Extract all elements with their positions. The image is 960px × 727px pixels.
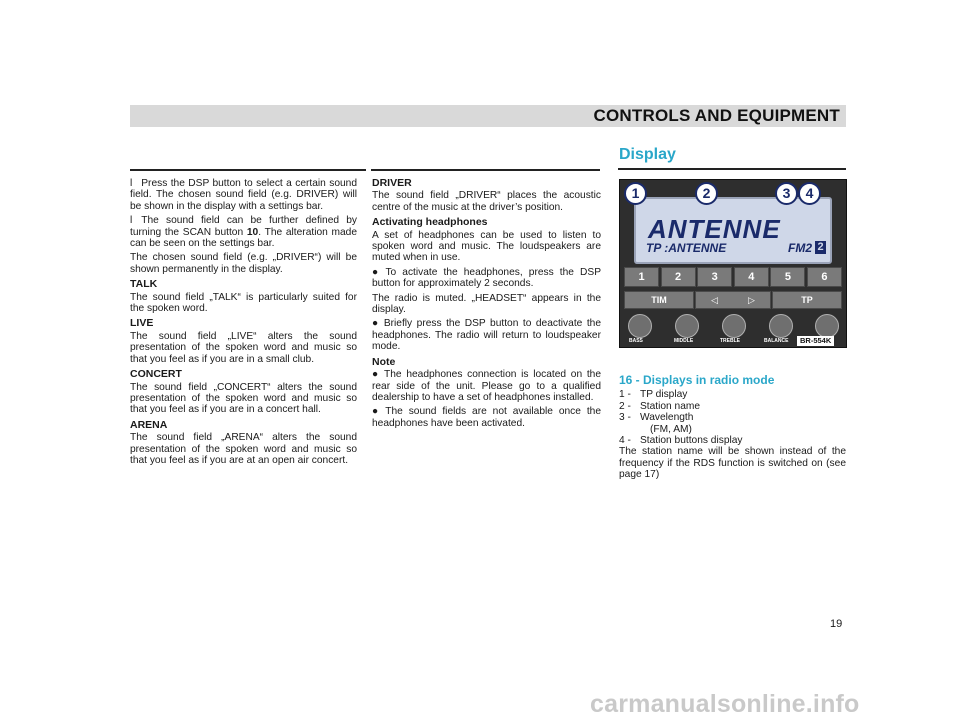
list-item	[619, 389, 846, 400]
function-buttons	[624, 291, 842, 309]
list-item	[619, 401, 846, 412]
concert-heading: CONCERT	[130, 368, 182, 381]
tim-button: TIM	[624, 291, 694, 309]
list-text: Station name	[640, 400, 701, 412]
list-number: 4 -	[619, 435, 631, 447]
tp-display: TP :ANTENNE	[646, 241, 727, 255]
watermark: carmanualsonline.info	[590, 690, 860, 718]
paragraph: The chosen sound field (e.g. „DRIVER“) will be shown permanently in the display.	[130, 252, 357, 275]
list-item	[619, 412, 846, 423]
radio-figure	[619, 179, 847, 348]
button-reference: 10	[246, 226, 259, 238]
knob-label: TREBLE	[720, 338, 740, 344]
paragraph	[130, 178, 357, 212]
column-2	[372, 178, 601, 432]
treble-knob	[722, 314, 746, 338]
bass-knob	[628, 314, 652, 338]
seek-left-icon: ◁	[711, 295, 718, 305]
bullet-icon: ●	[372, 318, 380, 330]
bullet-text: To activate the headphones, press the DSP button for approximately 2 seconds.	[372, 266, 602, 290]
concert-text: The sound field „CONCERT“ alters the sound presentation of the spoken word and music so that you feel as if you are in a concert hall.	[130, 381, 357, 416]
headphones-text: A set of headphones can be used to listen to spoken word and music. The loudspeakers are muted when in use.	[372, 229, 601, 264]
paragraph-text: The sound field can be further defined by turning the SCAN button	[130, 215, 357, 238]
bullet-item	[372, 406, 601, 429]
live-text: The sound field „LIVE“ alters the sound presentation of the spoken word and music so that you feel as if you are in a small club.	[130, 330, 357, 365]
list-text: TP display	[640, 389, 688, 401]
figure-caption: 16 - Displays in radio mode	[619, 373, 775, 387]
driver-heading: DRIVER	[372, 177, 412, 189]
seek-right-icon: ▷	[748, 295, 755, 305]
callout-4: 4	[798, 182, 821, 205]
headphones-heading: Activating headphones	[372, 216, 488, 229]
station-name-display: ANTENNE	[648, 214, 781, 244]
preset-button-3: 3	[697, 267, 732, 287]
knob-label: MIDDLE	[674, 338, 694, 344]
bullet-item	[372, 318, 601, 352]
callout-3: 3	[775, 182, 798, 205]
column1-rule	[130, 169, 366, 171]
header-title: CONTROLS AND EQUIPMENT	[593, 106, 840, 125]
talk-heading: TALK	[130, 278, 158, 291]
header-band	[130, 105, 846, 127]
arena-text: The sound field „ARENA“ alters the sound presentation of the spoken word and music so that you feel as if you are at an open air concert.	[130, 432, 357, 466]
radio-display	[634, 197, 832, 264]
bullet-icon: l	[130, 178, 133, 189]
live-heading: LIVE	[130, 317, 154, 330]
balance-knob	[769, 314, 793, 338]
arena-heading: ARENA	[130, 418, 168, 431]
muted-text: The radio is muted. „HEADSET“ appears in the display.	[372, 292, 601, 316]
station-button-display: 2	[815, 241, 826, 254]
knob-label: BASS	[629, 338, 643, 344]
bullet-text: The sound fields are not available once the headphones have been activated.	[372, 406, 601, 429]
preset-button-5: 5	[770, 267, 805, 287]
column2-rule	[371, 169, 600, 171]
bullet-icon: ●	[372, 406, 382, 418]
list-number: 2 -	[619, 400, 631, 412]
bullet-icon: ●	[372, 369, 381, 381]
talk-text: The sound field „TALK“ is particularly suited for the spoken word.	[130, 291, 357, 315]
section-title: Display	[619, 146, 676, 163]
paragraph	[130, 215, 357, 249]
list-item	[619, 435, 846, 446]
list-text: Wavelength	[640, 412, 694, 424]
wavelength-display: FM2	[788, 241, 812, 255]
knob-label: BALANCE	[764, 338, 789, 344]
bullet-item	[372, 267, 601, 290]
preset-button-6: 6	[807, 267, 842, 287]
driver-text: The sound field „DRIVER“ places the acoustic centre of the music at the driver’s position.	[372, 190, 601, 213]
bullet-item	[372, 369, 601, 403]
list-number: 3 -	[619, 412, 631, 424]
bullet-text: The headphones connection is located on the rear side of the unit. Please go to a qualified dealership to have a set of headphones installed.	[372, 369, 601, 403]
bullet-icon: ●	[372, 266, 382, 278]
preset-buttons	[624, 267, 842, 287]
rds-note: The station name will be shown instead of the frequency if the RDS function is switched on (see page 17)	[619, 446, 846, 481]
seek-buttons	[695, 291, 771, 309]
preset-button-1: 1	[624, 267, 659, 287]
list-text: Station buttons display	[640, 435, 743, 447]
middle-knob	[675, 314, 699, 338]
bullet-text: Briefly press the DSP button to deactivate the headphones. The radio will return to loudspeaker mode.	[372, 318, 601, 353]
section-rule	[618, 168, 846, 170]
list-number	[619, 424, 650, 435]
page-number: 19	[830, 618, 843, 630]
paragraph-text: Press the DSP button to select a certain sound field. The chosen sound field (e.g. DRIVER) will be shown in the display with a settings bar.	[130, 178, 357, 212]
volume-knob	[815, 314, 839, 338]
figure-code: BR-554K	[797, 336, 834, 346]
column-3	[619, 375, 846, 484]
column-1	[130, 178, 357, 469]
list-text: (FM, AM)	[650, 423, 692, 435]
preset-button-2: 2	[661, 267, 696, 287]
paragraph-text: . The alteration made can be seen on the settings bar.	[130, 226, 358, 250]
note-heading: Note	[372, 355, 396, 368]
list-number: 1 -	[619, 389, 631, 401]
callout-1: 1	[624, 182, 647, 205]
callout-2: 2	[695, 182, 718, 205]
bullet-icon: l	[130, 215, 133, 227]
tp-button: TP	[772, 291, 842, 309]
preset-button-4: 4	[734, 267, 769, 287]
list-item	[619, 424, 846, 435]
